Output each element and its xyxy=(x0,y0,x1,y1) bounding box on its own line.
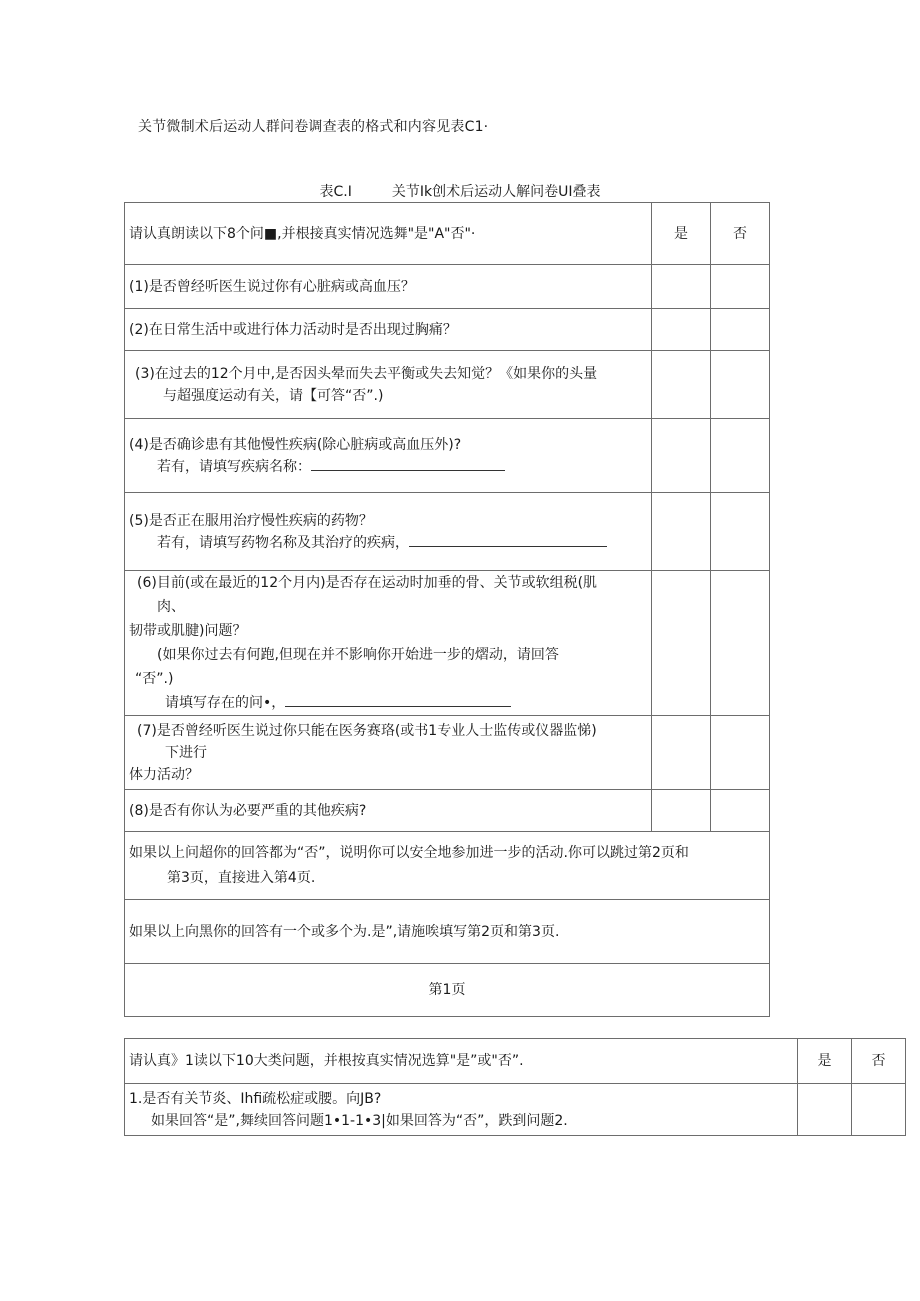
table2-question-1-line-1: 1.是否有关节炎、Ihfi疏松症或腰。向JB? xyxy=(129,1090,382,1107)
answer-yes-cell-3[interactable] xyxy=(652,351,711,419)
question-5 xyxy=(125,493,652,571)
note-all-no xyxy=(125,832,770,900)
no-column-header: 否 xyxy=(711,203,770,265)
question-7-line-3: 体力活动？ xyxy=(129,766,199,783)
medication-blank[interactable] xyxy=(409,532,607,547)
question-6-line-5: “否”.) xyxy=(135,671,174,687)
page-number: 第1页 xyxy=(125,964,770,1017)
question-7 xyxy=(125,716,652,790)
answer-no-cell-3[interactable] xyxy=(711,351,770,419)
note-any-yes: 如果以上向黑你的回答有一个或多个为.是”,请施唉填写第2页和第3页. xyxy=(125,900,770,964)
table2-header-instruction: 请认真》1读以下10大类问题，并根按真实情况选算"是”或"否”. xyxy=(125,1039,798,1084)
question-5-line-1: (5)是否正在服用治疗慢性疾病的药物？ xyxy=(129,512,373,529)
table-header-row xyxy=(125,203,770,265)
question-row-4 xyxy=(125,419,770,493)
question-row-5 xyxy=(125,493,770,571)
table2-question-1 xyxy=(125,1084,798,1136)
medication-label: 若有，请填写药物名称及其治疗的疾病， xyxy=(157,534,409,551)
question-3-line-1: (3)在过去的12个月中,是否因头晕而失去平衡或失去知觉？《如果你的头量 xyxy=(135,365,598,382)
problem-blank[interactable] xyxy=(285,692,511,707)
question-row-7 xyxy=(125,716,770,790)
question-row-8 xyxy=(125,790,770,832)
note-row-any-yes xyxy=(125,900,770,964)
question-3 xyxy=(125,351,652,419)
no-column-header-2: 否 xyxy=(852,1039,906,1084)
answer-yes-cell-1[interactable] xyxy=(652,265,711,309)
answer-no-cell-5[interactable] xyxy=(711,493,770,571)
disease-name-blank[interactable] xyxy=(311,456,505,471)
note-all-no-line-1: 如果以上问超你的回答都为“否”，说明你可以安全地参加进一步的活动.你可以跳过第2页和 xyxy=(129,844,689,861)
question-5-line-2 xyxy=(129,532,645,554)
question-8: (8)是否有你认为必要严重的其他疾病? xyxy=(125,790,652,832)
question-6-line-3: 韧带或肌腱)问题？ xyxy=(129,623,247,639)
questionnaire-table-page1 xyxy=(124,202,770,1017)
question-6 xyxy=(125,571,652,716)
question-6-line-2: 肉、 xyxy=(157,599,185,615)
question-4-line-1: (4)是否确诊患有其他慢性疾病(除心脏病或高血压外)? xyxy=(129,436,462,453)
question-1: (1)是否曾经听医生说过你有心脏病或高血压？ xyxy=(125,265,652,309)
answer-yes-cell-2[interactable] xyxy=(652,309,711,351)
answer-no-cell-4[interactable] xyxy=(711,419,770,493)
page-number-row xyxy=(125,964,770,1017)
table-header-instruction: 请认真朗读以下8个问■,并根接真实情况选舞"是"A"否"· xyxy=(125,203,652,265)
disease-name-label: 若有，请填写疾病名称： xyxy=(157,458,311,475)
answer-no-cell-7[interactable] xyxy=(711,716,770,790)
question-6-line-4: (如果你过去有何跑,但现在并不影响你开始进一步的熠动，请回答 xyxy=(157,647,559,663)
question-row-1 xyxy=(125,265,770,309)
answer-yes-cell-8[interactable] xyxy=(652,790,711,832)
table2-question-row-1 xyxy=(125,1084,906,1136)
yes-column-header-2: 是 xyxy=(798,1039,852,1084)
question-2: (2)在日常生活中或进行体力活动时是否出现过胸痛？ xyxy=(125,309,652,351)
question-7-line-2: 下进行 xyxy=(165,744,207,761)
problem-label: 请填写存在的问•， xyxy=(165,695,286,711)
yes-column-header: 是 xyxy=(652,203,711,265)
question-row-6 xyxy=(125,571,770,716)
answer-no-cell-2[interactable] xyxy=(711,309,770,351)
answer-no-cell-8[interactable] xyxy=(711,790,770,832)
questionnaire-table-page2 xyxy=(124,1038,906,1136)
question-6-line-1: (6)目前(或在最近的12个月内)是否存在运动时加垂的骨、关节或软组税(肌 xyxy=(137,575,598,591)
question-7-line-1: (7)是否曾经听医生说过你只能在医务赛珞(或书1专业人士监传或仪器监悌) xyxy=(137,722,597,739)
answer-no-cell-1[interactable] xyxy=(711,265,770,309)
table2-answer-yes-cell-1[interactable] xyxy=(798,1084,852,1136)
table-title: 关节Ik创术后运动人解问卷UI叠表 xyxy=(391,184,601,200)
table-number: 表C.I xyxy=(319,184,352,200)
answer-yes-cell-7[interactable] xyxy=(652,716,711,790)
question-row-3 xyxy=(125,351,770,419)
answer-yes-cell-6[interactable] xyxy=(652,571,711,716)
question-row-2 xyxy=(125,309,770,351)
note-row-all-no xyxy=(125,832,770,900)
table-caption xyxy=(0,181,920,201)
answer-yes-cell-5[interactable] xyxy=(652,493,711,571)
note-all-no-line-2: 第3页，直接进入第4页. xyxy=(167,869,316,886)
question-6-line-6 xyxy=(129,691,645,715)
table2-answer-no-cell-1[interactable] xyxy=(852,1084,906,1136)
answer-no-cell-6[interactable] xyxy=(711,571,770,716)
question-4-line-2 xyxy=(129,456,645,478)
intro-text: 关节微制术后运动人群问卷调查表的格式和内容见表C1· xyxy=(138,119,489,135)
question-4 xyxy=(125,419,652,493)
table2-question-1-line-2: 如果回答“是”,舞续回答问题1•1-1•3|如果回答为“否”，跌到问题2. xyxy=(151,1112,568,1129)
question-3-line-2: 与超强度运动有关，请【可答“否”.) xyxy=(163,387,384,404)
table2-header-row xyxy=(125,1039,906,1084)
answer-yes-cell-4[interactable] xyxy=(652,419,711,493)
